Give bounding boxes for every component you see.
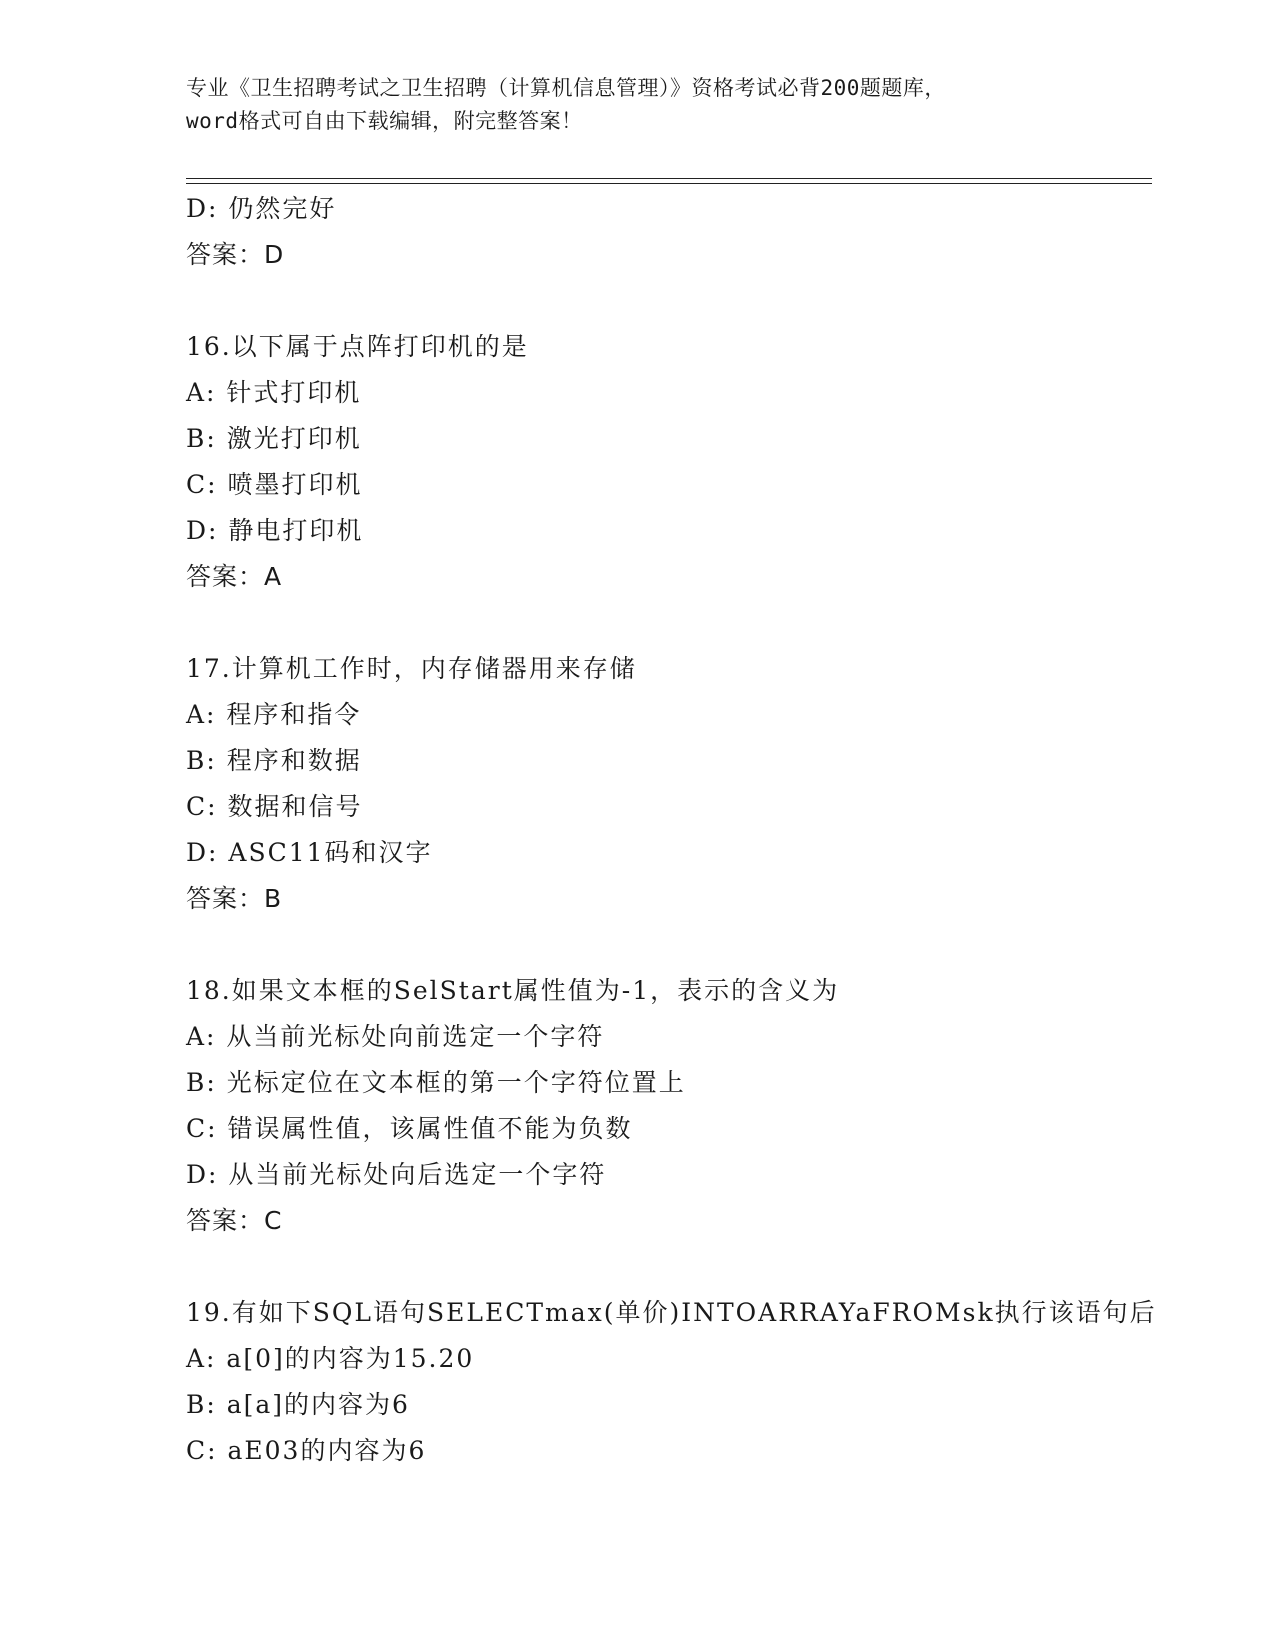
q18-stem: 18.如果文本框的SelStart属性值为-1，表示的含义为 xyxy=(186,976,840,1005)
q19-option-b: B: a[a]的内容为6 xyxy=(186,1390,410,1419)
spacer xyxy=(186,1244,1146,1290)
spacer xyxy=(186,922,1146,968)
spacer xyxy=(186,600,1146,646)
q18-option-a: A: 从当前光标处向前选定一个字符 xyxy=(186,1022,605,1051)
q16-answer: 答案：A xyxy=(186,562,283,591)
header-line-1: 专业《卫生招聘考试之卫生招聘（计算机信息管理）》资格考试必背200题题库， xyxy=(186,76,946,100)
q18-option-d: D: 从当前光标处向后选定一个字符 xyxy=(186,1160,607,1189)
header-line-2: word格式可自由下载编辑，附完整答案！ xyxy=(186,109,583,133)
q17-option-d: D: ASC11码和汉字 xyxy=(186,838,433,867)
q15-option-d: D: 仍然完好 xyxy=(186,194,337,223)
q18-option-b: B: 光标定位在文本框的第一个字符位置上 xyxy=(186,1068,686,1097)
header-rule-top xyxy=(186,178,1152,179)
q19-option-a: A: a[0]的内容为15.20 xyxy=(186,1344,475,1373)
q17-answer: 答案：B xyxy=(186,884,283,913)
q18-option-c: C: 错误属性值，该属性值不能为负数 xyxy=(186,1114,633,1143)
q16-option-c: C: 喷墨打印机 xyxy=(186,470,363,499)
q16-option-d: D: 静电打印机 xyxy=(186,516,364,545)
q16-option-a: A: 针式打印机 xyxy=(186,378,362,407)
spacer xyxy=(186,278,1146,324)
question-list xyxy=(186,186,1157,1474)
q17-stem: 17.计算机工作时，内存储器用来存储 xyxy=(186,654,637,683)
q18-answer: 答案：C xyxy=(186,1206,283,1235)
q16-option-b: B: 激光打印机 xyxy=(186,424,362,453)
header-rule-bottom xyxy=(186,183,1152,184)
q19-option-c: C: aE03的内容为6 xyxy=(186,1436,427,1465)
q17-option-b: B: 程序和数据 xyxy=(186,746,362,775)
page-header xyxy=(186,72,1106,138)
q16-stem: 16.以下属于点阵打印机的是 xyxy=(186,332,529,361)
q17-option-a: A: 程序和指令 xyxy=(186,700,362,729)
q19-stem: 19.有如下SQL语句SELECTmax(单价)INTOARRAYaFROMsk执行该语句后 xyxy=(186,1298,1157,1327)
q15-answer: 答案：D xyxy=(186,240,285,269)
q17-option-c: C: 数据和信号 xyxy=(186,792,363,821)
